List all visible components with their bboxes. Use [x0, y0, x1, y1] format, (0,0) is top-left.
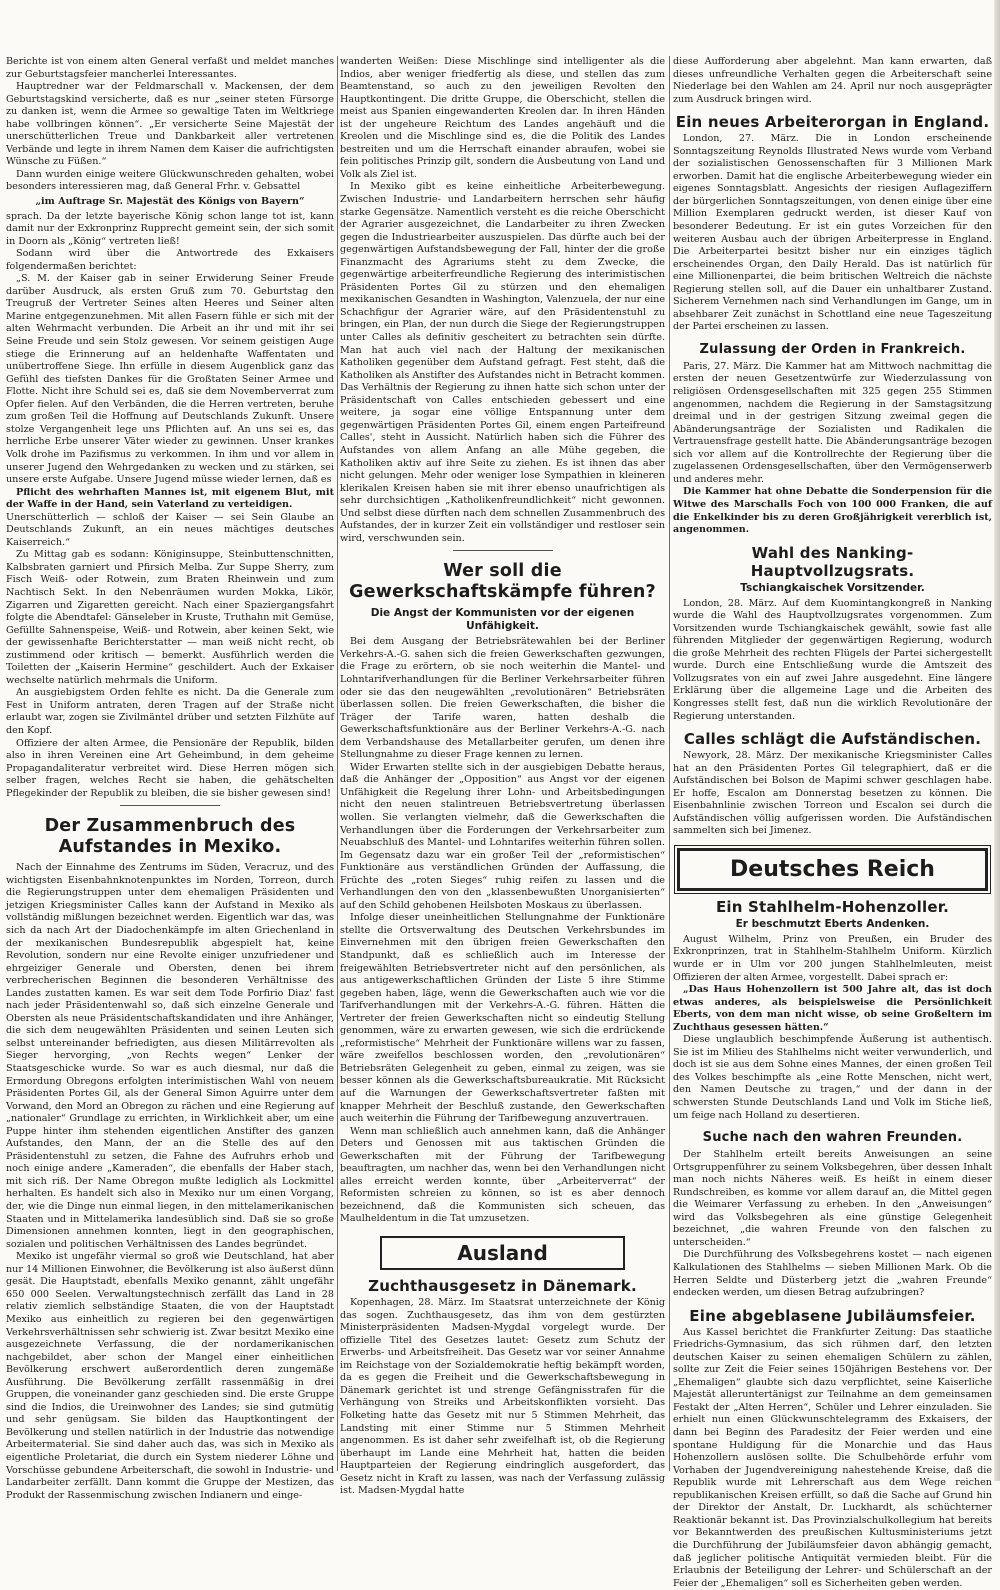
paragraph: Infolge dieser uneinheitlichen Stellungnahme der Funktionäre stellte die Ortsverwaltung des Deutschen Verkehrsbundes im Einvernehmen mit den übrigen freien Gewerkschaften den Standpunkt, daß es schließlich auch im Interesse der freigewählten Betriebsvertreter nicht auf den persönlichen, als aus antigewerkschaftlichen Gründen der Liste 5 ihre Stimme gegeben haben, läge, wenn die Gewerkschaften auch wie vor die Tarifverhandlungen mit der Verkehrs-A.-G. führen. Hätten die Vertreter der freien Gewerkschaften nicht so eindeutig Stellung genommen, wäre zu erwarten gewesen, wie sich die erdrückende „reformistische“ Mehrheit der Funktionäre willens war zu fassen, wäre zweifellos beschlossen worden, den „revolutionären“ Betriebsräten Gelegenheit zu geben, einmal zu zeigen, was sie besser können als die Gewerkschaftsbureaukratie. Mit Rücksicht auf die Warnungen der Gewerkschaftsvertreter faßten mit knapper Mehrheit der Beschluß zustande, den Gewerkschaften auch weiterhin die Führung der Tarifbewegung anzuvertrauen.	[340, 912, 665, 1125]
section-box-ausland: Ausland	[380, 1236, 625, 1270]
paragraph: Offiziere der alten Armee, die Pensionäre der Republik, bilden also in ihren Vereinen eine Art Geheimbund, in dem geheime Propagandaliteratur verbreitet wird. Diese Herren mögen sich selber fragen, welches Recht sie haben, die gehätschelten Pflegekinder der Republik zu bleiben, die sie bisher gewesen sind!	[6, 737, 334, 799]
page-edge	[994, 0, 1000, 1481]
column-rule	[337, 56, 338, 1471]
paragraph: Kopenhagen, 28. März. Im Staatsrat unterzeichnete der König das sogen. Zuchthausgesetz, das ihm von dem gestürzten Ministerpräsidenten Madsen-Mygdal vorgelegt wurde. Der offizielle Titel des Gesetzes lautet: Gesetz zum Schutz der Erwerbs- und Arbeitsfreiheit. Das Gesetz war vor seiner Annahme im Reichstage von der Sozialdemokratie heftig bekämpft worden, da es gegen die Freiheit und die Gewerkschaftsbewegung in Dänemark gerichtet ist und strenge Gefängnisstrafen für die Verhängung von Streiks und Arbeitskonflikten vorsieht. Das Folketing hatte das Gesetz mit nur 5 Stimmen Mehrheit, das Landsting mit einer Stimme nur 5 Stimmen Mehrheit angenommen. Es ist daher sehr zweifelhaft ist, ob die Regierung überhaupt im Lande eine Mehrheit hat, hatten die beiden Hauptparteien der Regierung eindringlich ausgefordert, das Gesetz nicht in Kraft zu lassen, was nach der Verfassung zulässig ist. Madsen-Mygdal hatte	[340, 1297, 665, 1497]
headline: Zuchthausgesetz in Dänemark.	[368, 1277, 637, 1296]
quote-line: „im Auftrage Sr. Majestät des Königs von Bayern“	[35, 196, 305, 208]
separator	[120, 805, 220, 806]
subheadline: Er beschmutzt Eberts Andenken.	[735, 917, 930, 930]
headline: Wahl des Nanking-Hauptvollzugsrats.	[750, 543, 915, 580]
paragraph: An ausgiebigstem Orden fehlte es nicht. Da die Generale zum Fest in Uniform antraten, deren Tragen auf der Straße nicht erlaubt war, zogen sie Zivilmäntel drüber und setzten Filzhüte auf den Kopf.	[6, 687, 334, 736]
headline: Ein Stahlhelm-Hohenzoller.	[715, 897, 950, 916]
headline: Calles schlägt die Aufständischen.	[683, 730, 982, 749]
paragraph: Sodann wird über die Antwortrede des Exkaisers folgendermaßen berichtet:	[6, 248, 334, 272]
paragraph: Zu Mittag gab es sodann: Königinsuppe, Steinbuttenschnitten, Kalbsbraten garniert und Pfirsich Melba. Zur Suppe Sherry, zum Fisch Weiß- oder Rotwein, zum Braten Rheinwein und zum Nachtisch Sekt. In den Nebenräumen wurden Mokka, Likör, Zigarren und Zigaretten gereicht. Nach einer Spaziergangsfahrt folgte die Abendtafel: Gänseleber in Kruste, Truthahn mit Gemüse, Gefüllte Sahnenspeise, Weiß- und Rotwein, aber keinen Sekt, wie der gewissenhafte Berichterstatter — man weiß nicht recht, ob zustimmend oder kritisch — bemerkt. Ausführlich werden die Toiletten der „Kaiserin Hermine“ geschildert. Auch der Exkaiser wechselte natürlich mehrmals die Uniform.	[6, 549, 334, 686]
headline: Ein neues Arbeiterorgan in England.	[675, 113, 990, 132]
paragraph: Nach der Einnahme des Zentrums im Süden, Veracruz, und des wichtigsten Eisenbahnknotenpunktes im Norden, Torreon, durch die Regierungstruppen unter dem ehemaligen Präsidenten und jetzigen Kriegsminister Calles kann der Aufstand in Mexiko als vollständig mißlungen bezeichnet werden. Eigentlich war das, was sich da nach Art der Diadochenkämpfe im alten Griechenland in der mexikanischen Bundesrepublik abgespielt hat, keine Revolution, sondern nur eine Revolte einiger unzufriedener und ehrgeiziger Generale und Obersten, denen bei ihrem verbrecherischen Beginnen die besonderen Verhältnisse des Landes zustatten kamen. Es war seit dem Tode Porfirio Diaz' fast nach jeder Präsidentenwahl so, daß sich einzelne Generale und Obersten als neue Präsidentschaftskandidaten und ihre Anhänger, die sich dem neugewählten Präsidenten und seinen Leuten sich selbst untereinander befriedigten, aus diesen Militärrevolten als Sieger hervorging, „von Rechts wegen“ Lenker der Staatsgeschicke wurde. So war es auch diesmal, nur daß die Ermordung Obregons erfolgten interimistischen Wahl von neuem Präsidenten Portes Gil, als der General Simon Aguirre unter dem Vorwand, den Mord an Obregon zu rächen und eine Regierung auf „nationaler“ Grundlage zu errichten, in Wirklichkeit aber, um eine Puppe hinter ihm stehenden eigentlichen Anstifter des ganzen Aufstandes, den Mann, der an die Stelle des auf den Präsidentenstuhl zu setzen, die Fahne des Aufruhrs erhob und noch einige andere „Kameraden“, die ebenfalls der Haber stach, mit sich riß. Der Name Obregon mußte lediglich als Lockmittel herhalten. Es handelt sich also in Mexiko nur um einen Vorgang, der, wie die Dinge nun einmal liegen, in den mittelamerikanischen Staaten und in Mittelamerika landesüblich sind. Daß sie so große Dimensionen annehmen konnten, liegt in den geographischen, sozialen und politischen Verhältnissen des Landes begründet.	[6, 862, 334, 1250]
paragraph: Wenn man schließlich auch annehmen kann, daß die Anhänger Deters und Genossen mit aus taktischen Gründen die Gewerkschaften mit der Führung der Tarifbewegung beauftragten, um nachher das, wenn bei den Verhandlungen nicht alles erreicht werden konnte, über „Arbeiterverrat“ der Reformisten schreien zu können, so ist es aber dennoch bezeichnend, daß die Kommunisten sich scheuen, das Maulheldentum in die Tat umzusetzen.	[340, 1125, 665, 1225]
paragraph: diese Aufforderung aber abgelehnt. Man kann erwarten, daß dieses unfreundliche Verhalten gegen die Arbeiterschaft seine Niederlage bei den Wahlen am 24. April nur noch ausgeprägter zum Ausdruck bringen wird.	[673, 56, 992, 105]
paragraph: Der Stahlhelm erteilt bereits Anweisungen an seine Ortsgruppenführer zu seinem Volksbegehren, über dessen Inhalt man noch nichts Näheres weiß. Es heißt in einem dieser Rundschreiben, es komme vor allem darauf an, die Mittel gegen die Weimarer Verfassung zu erheben. In den „Anweisungen“ wird das Volksbegehren als eine günstige Gelegenheit bezeichnet, „die wahren Freunde von den falschen zu unterscheiden.“	[673, 1149, 992, 1248]
paragraph: „S. M. der Kaiser gab in seiner Erwiderung Seiner Freude darüber Ausdruck, als ersten Gruß zum 70. Geburtstag den Treugruß der Vertreter Seines alten Heeres und Seiner alten Marine entgegenzunehmen. Mit allen Fasern fühle er sich mit der alten Wehrmacht verbunden. Die Arbeit an ihr und mit ihr sei Seine Freude und sein Stolz gewesen. Vor seinem geistigen Auge stiege die Erinnerung auf an heldenhafte Waffentaten und unübertroffene Siege. Ihn erfülle in diesem Augenblick ganz das Gefühl des tiefsten Dankes für die Großtaten Seiner Armee und Flotte. Nicht ihre Schuld sei es, daß sie dem Novemberverrat zum Opfer fielen. Auf den Verbänden, die die Herren vertreten, beruhe zum großen Teil die Hoffnung auf Deutschlands Zukunft. Unsere stolze Vergangenheit lege uns Pflichten auf. An uns sei es, das herrliche Erbe unserer Väter wieder zu gewinnen. Unser krankes Volk drohe im Pazifismus zu verkommen. In ihm und vor allem in unserer Jugend den Wehrgedanken zu wecken und zu stärken, sei unsere erste Aufgabe. Unsere Jugend müsse wieder lernen, daß es	[6, 273, 334, 486]
headline: Suche nach den wahren Freunden.	[702, 1130, 963, 1146]
paragraph: sprach. Da der letzte bayerische König schon lange tot ist, kann damit nur der Exkronprinz Rupprecht gemeint sein, der sich somit in Doorn als „König“ vertreten ließ!	[6, 210, 334, 247]
paragraph: Berichte ist von einem alten General verfaßt und meldet manches zur Geburtstagsfeier mancherlei Interessantes.	[6, 56, 334, 80]
paragraph: August Wilhelm, Prinz von Preußen, ein Bruder des Exkronprinzen, trat in Stahlhelm-Stahlhelm Uniform. Kürzlich wurde er in Ulm vor 200 jungen Stahlhelmleuten, meist Offizieren der alten Armee, vorgestellt. Dabei sprach er:	[673, 933, 992, 983]
paragraph: Diese unglaublich beschimpfende Äußerung ist authentisch. Sie ist im Milieu des Stahlhelms nicht weiter verwunderlich, und doch ist sie aus dem Sohne eines Mannes, der einen großen Teil des Volkes beschimpfte als „eine Rotte Menschen, nicht wert, den Namen Deutsche zu tragen,“ und der dann in der schwersten Stunde Deutschlands Land und Volk im Stiche ließ, um feige nach Holland zu desertieren.	[673, 1034, 992, 1121]
paragraph: London, 28. März. Auf dem Kuomintangkongreß in Nanking wurde die Wahl des Hauptvollzugsrates vorgenommen. Zum Vorsitzenden wurde Tschiangkaischek gewählt, sowie fast alle führenden Mitglieder der gegenwärtigen Regierung, wodurch die große Mehrheit des rechten Flügels der Partei sichergestellt wurde. Durch eine Entschließung wurde die Amtszeit des Vollzugsrates von ein auf zwei Jahre ausgedehnt. Eine längere Erklärung über die allgemeine Lage und die Arbeiten des Kongresses stellt fest, daß nun die wirklich Revolutionäre der Regierung unterstanden.	[673, 597, 992, 722]
subheadline: Tschiangkaischek Vorsitzender.	[740, 581, 925, 594]
separator	[453, 550, 553, 551]
paragraph: Unerschütterlich — schloß der Kaiser — sei Sein Glaube an Deutschlands Zukunft, an ein neues mächtiges deutsches Kaiserreich.“	[6, 511, 334, 548]
column-rule	[669, 56, 670, 1471]
headline: Eine abgeblasene Jubiläumsfeier.	[689, 1306, 976, 1325]
paragraph: Bei dem Ausgang der Betriebsrätewahlen bei der Berliner Verkehrs-A.-G. sahen sich die freien Gewerkschaften gezwungen, die Frage zu erörtern, ob sie noch weiterhin die Mantel- und Lohntarifverhandlungen für die Berliner Verkehrsarbeiter führen oder sie das den neugewählten „revolutionären“ Betriebsräten überlassen sollen. Die freien Gewerkschaften, die bisher die Träger der Tarife waren, hatten deshalb die Gewerkschaftsfunktionäre aus der Berliner Verkehrs-A.-G. nach dem Verbandshause des Metallarbeiter gerufen, um denen ihre Stellungnahme zu dieser Frage kennen zu lernen.	[340, 636, 665, 761]
paragraph: Newyork, 28. März. Der mexikanische Kriegsminister Calles hat an den Präsidenten Portes Gil telegraphiert, daß er die Aufständischen bei Bolson de Mapimi schwer geschlagen habe. Er hoffe, Escalon am Donnerstag besetzen zu können. Die Eisenbahnlinie zwischen Torreon und Escalon sei durch die Aufständischen völlig aufgerissen worden. Die Aufständischen sammelten sich bei Jimenez.	[673, 750, 992, 837]
column-1	[6, 56, 334, 1501]
headline: Wer soll die Gewerkschaftskämpfe führen?	[349, 561, 656, 603]
paragraph: Die Kammer hat ohne Debatte die Sonderpension für die Witwe des Marschalls Foch von 100 000 Franken, die auf die Enkelkinder bis zu deren Großjährigkeit vererblich ist, angenommen.	[673, 486, 992, 536]
paragraph: Mexiko ist ungefähr viermal so groß wie Deutschland, hat aber nur 14 Millionen Einwohner, die Bevölkerung ist also äußerst dünn gesät. Die Hauptstadt, ebenfalls Mexiko genannt, zählt ungefähr 650 000 Seelen. Verwaltungstechnisch zerfällt das Land in 28 relativ ziemlich selbständige Staaten, die von der Hauptstadt Mexiko aus einheitlich zu regieren bei den gegenwärtigen Verkehrsverhältnissen sehr schwierig ist. Zwar besitzt Mexiko eine ausgezeichnete Verfassung, die der nordamerikanischen nachgebildet, aber schon der Mangel einer einheitlichen Bevölkerung erschwert außerordentlich deren zungemäße Ausführung. Die Bevölkerung zerfällt rassenmäßig in drei Gruppen, die voneinander ganz geschieden sind. Die erste Gruppe sind die Indios, die Ureinwohner des Landes; sie sind gutmütig und sehr genügsam. Sie bilden das Hauptkontingent der Bevölkerung und stellen natürlich in der Industrie das notwendige Arbeitermaterial. Sie sind daher auch das, was sich in Mexiko als eigentliche Proletariat, die durch ein System niederer Löhne und Vorschüsse gebundene Arbeiterschaft, die sowohl in Industrie- und Landarbeiter zerfällt. Dann kommt die Gruppe der Mestizen, das Produkt der Rassenmischung zwischen Indianern und einge-	[6, 1251, 334, 1501]
subheadline: Die Angst der Kommunisten vor der eigenen Unfähigkeit.	[370, 607, 635, 633]
column-2	[340, 56, 665, 1497]
paragraph: Dann wurden einige weitere Glückwunschreden gehalten, wobei besonders interessieren mag, daß General Frhr. v. Gebsattel	[6, 168, 334, 193]
paragraph: wanderten Weißen: Diese Mischlinge sind intelligenter als die Indios, aber weniger friedfertig als diese, und stellen das zum Beamtenstand, so auch zu den jeweiligen Revolten den Hauptkontingent. Die dritte Gruppe, die Oberschicht, stellen die meist aus Spanien eingewanderten Kreolen dar. In ihren Händen ist der ungeheure Reichtum des Landes angehäuft und die Kreolen und die Mischlinge sind es, die die Politik des Landes bestreiten und um die Herrschaft einander abraufen, wobei sie fein politisches Prinzip gilt, sondern die Ausbeutung von Land und Volk als Ziel ist.	[340, 56, 665, 180]
section-box-deutsches-reich: Deutsches Reich	[677, 848, 988, 891]
paragraph: Aus Kassel berichtet die Frankfurter Zeitung: Das staatliche Friedrichs-Gymnasium, das sich rühmen darf, den letzten deutschen Kaiser zu seinen ehemaligen Schülern zu zählen, sollte zur Zeit die Feier seines 150jährigen Bestehens vor. Der „Ehemaligen“ glaubte sich dazu verpflichtet, seine Kaiserliche Majestät alleruntertänigst zur Teilnahme an dem gemeinsamen Festakt der „Alten Herren“, Schüler und Lehrer einzuladen. Sie erhielt nun einen Glückwunschtelegramm des Exkaisers, der dann bei Beginn des Paradesitz der Feier werden und eine spontane Huldigung für die Monarchie und das Haus Hohenzollern auslösen sollte. Die Schulbehörde erfuhr vom Vorhaben der Jugendvereinigung nahestehende Kreise, daß die Republik wurde mit Lehrerschaft aus dem Wege reichen republikanischen Kreisen erfüllt, so daß die Sache auf Grund hin der Direktor der Anstalt, Dr. Luckhardt, als schüchterner Reaktionär bekannt ist. Das Provinzialschulkollegium hat bereits vor Bekanntwerden des preußischen Kultusministeriums jetzt die Durchführung der Jubiläumsfeier davon abhängig gemacht, daß jeglicher politische Antiquität vermieden bleibt. Für die Erlaubnis der Beteiligung der Lehrer- und Schülerschaft an der Feier der „Ehemaligen“ soll es Sicherheiten geben werden.	[673, 1326, 992, 1589]
paragraph: Pflicht des wehrhaften Mannes ist, mit eigenem Blut, mit der Waffe in der Hand, sein Vaterland zu verteidigen.	[6, 486, 334, 511]
headline: Der Zusammenbruch des Aufstandes in Mexiko.	[44, 816, 296, 858]
paragraph: In Mexiko gibt es keine einheitliche Arbeiterbewegung. Zwischen Industrie- und Landarbeitern herrschen sehr häufig starke Gegensätze. Namentlich versteht es die reiche Oberschicht der Agrarier ausgezeichnet, die Landarbeiter zu ihren Zwecken gegen die Industriearbeiter auszuspielen. Das dürfte auch bei der gegenwärtigen Aufstandsbewegung der Fall, hinter der die große Finanzmacht des Agrariums steht zu dem Zwecke, die gegenwärtige arbeiterfreundliche Regierung des interimistischen Präsidenten Portes Gil zu stürzen und den ehemaligen mexikanischen Gesandten in Washington, Valenzuela, der nur eine Schachfigur der Agrarier wäre, auf den Präsidentenstuhl zu bringen, ein Plan, der nun durch die Siege der Regierungstruppen unter Calles als definitiv gescheitert zu betrachten sein dürfte. Man hat auch viel nach der Haltung der mexikanischen Katholiken gegenüber dem Aufstand gefragt. Fest steht, daß die Katholiken als Anstifter des Aufstandes nicht in Betracht kommen. Das Verhältnis der Regierung zu ihnen hatte sich schon unter der Präsidentschaft von Calles entschieden gebessert und eine weitere, ja sogar eine völlige Entspannung unter dem gegenwärtigen Präsidenten Portes Gil, einem engen Parteifreund Calles', steht in Aussicht. Natürlich haben sich die Führer des Aufstandes von allem Anfang an alle Mühe gegeben, die Katholiken aktiv auf ihre Seite zu ziehen. Es ist ihnen das aber nicht gelungen. Mehr oder weniger lose Sympathien in kleineren klerikalen Kreisen haben sie mit ihrer ebenso unaufrichtigen als sehr durchsichtigen „Katholikenfreundlichkeit“ nicht gewonnen. Und selbst diese dürften nach dem schnellen Zusammenbruch des Aufstandes, der in kurzer Zeit ein vollständiger und restloser sein wird, verschwunden sein.	[340, 181, 665, 544]
column-3	[673, 56, 992, 1589]
paragraph: Die Durchführung des Volksbegehrens kostet — nach eigenen Kalkulationen des Stahlhelms — sieben Millionen Mark. Ob die Herren Seldte und Düsterberg jetzt die „wahren Freunde“ endecken werden, um diesen Betrag aufzubringen?	[673, 1249, 992, 1299]
paragraph: London, 27. März. Die in London erscheinende Sonntagszeitung Reynolds Illustrated News wurde vom Verband der sozialistischen Genossenschaften für 3 Millionen Mark erworben. Damit hat die englische Arbeiterbewegung wieder ein eigenes Sonntagsblatt. Angesichts der riesigen Auflageziffern der bürgerlichen Sonntagszeitungen, von denen einige über eine Million Exemplaren gedruckt werden, ist dieser Kauf von besonderer Bedeutung. Er ist ein gutes Vorzeichen für den weiteren Ausbau auch der übrigen Arbeiterpresse in England. Die Arbeiterpartei besitzt bisher nur ein einziges täglich erscheinendes Organ, den Daily Herald. Das ist natürlich für eine Millionenpartei, die beim britischen Weltreich die nächste Regierung stellen soll, auf die Dauer ein unhaltbarer Zustand. Sicherem Vernehmen nach sind Verhandlungen im Gange, um in absehbarer Zeit zunächst in Schottland eine neue Tageszeitung der Partei erscheinen zu lassen.	[673, 133, 992, 333]
paragraph: Wider Erwarten stellte sich in der ausgiebigen Debatte heraus, daß die Anhänger der „Opposition“ aus Angst vor der eigenen Unfähigkeit die Regelung ihrer Lohn- und Arbeitsbedingungen nicht den neuen stalintreuen Betriebsvertretung überlassen wollen. Sie verlangten vielmehr, daß die Gewerkschaften die Verhandlungen über die Forderungen der Verkehrsarbeiter zum Neuabschluß des Mantel- und Lohntarifes weiterhin führen sollen. Im Gegensatz dazu war ein großer Teil der „reformistischen“ Funktionäre aus verständlichen Gründen der Auffassung, die Früchte des „roten Sieges“ ruhig reifen zu lassen und die Verhandlungen den von den „klassenbewußten Unorganisierten“ auf den Schild gehobenen Heilsboten Moskaus zu überlassen.	[340, 761, 665, 911]
paragraph: Hauptredner war der Feldmarschall v. Mackensen, der dem Geburtstagskind versicherte, daß es nur „seiner steten Fürsorge zu danken ist, wenn die Armee so gewaltige Taten im Weltkriege habe vollbringen können“. „Er versicherte Seine Majestät der unerschütterlichen Treue und Dankbarkeit aller vertretenen Verbände und legte in ihrem Namen dem Kaiser die aufrichtigsten Wünsche zu Füßen.“	[6, 81, 334, 168]
paragraph: Paris, 27. März. Die Kammer hat am Mittwoch nachmittag die ersten der neuen Gesetzentwürfe zur Wiederzulassung von religiösen Ordensgesellschaften mit 325 gegen 255 Stimmen angenommen, nachdem die Regierung in der Samstagsitzung dreimal und in der gestrigen Sitzung zweimal gegen die Abänderungsanträge der Sozialisten und Radikalen die Vertrauensfrage gestellt hatte. Die Abänderungsanträge bezogen sich vor allem auf die Kontrollrechte der Regierung über die zugelassenen Ordensgesellschaften, über den Vermögenserwerb und anderes mehr.	[673, 360, 992, 485]
quote-paragraph: „Das Haus Hohenzollern ist 500 Jahre alt, das ist doch etwas anderes, als beispielsweise die Persönlichkeit Eberts, von dem man nicht wisse, ob seine Großeltern im Zuchthaus gesessen hätten.“	[673, 984, 992, 1033]
headline: Zulassung der Orden in Frankreich.	[699, 341, 966, 357]
